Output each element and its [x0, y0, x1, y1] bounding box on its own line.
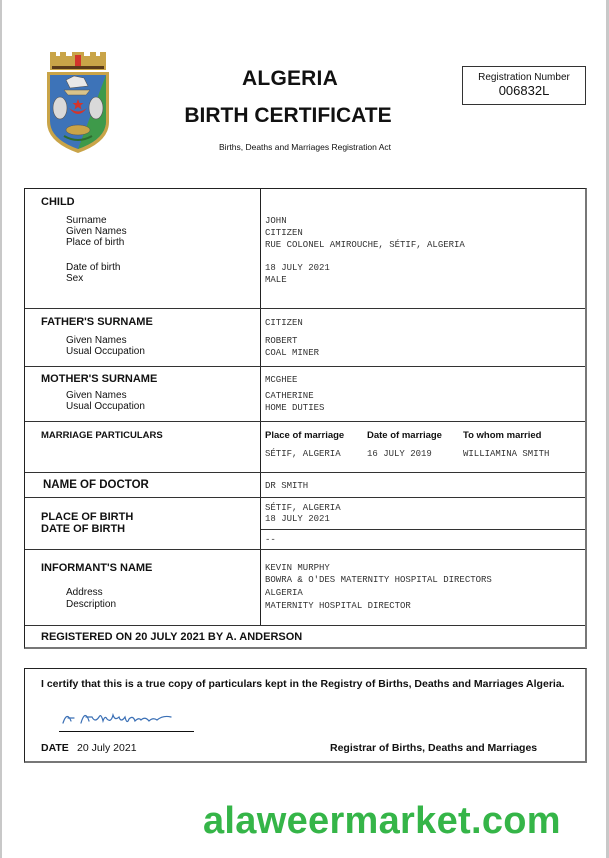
informant-address-line2: ALGERIA [265, 588, 303, 598]
place-of-birth-section [25, 498, 585, 550]
mother-given-names-value: CATHERINE [265, 391, 314, 401]
date-of-birth-value: 18 JULY 2021 [265, 514, 330, 524]
document-title: BIRTH CERTIFICATE [184, 104, 392, 127]
informant-description-value: MATERNITY HOSPITAL DIRECTOR [265, 601, 411, 611]
marriage-spouse-value: WILLIAMINA SMITH [463, 449, 550, 459]
father-section [25, 309, 585, 367]
signature-line [59, 731, 194, 732]
father-occupation-value: COAL MINER [265, 348, 320, 358]
registration-number-label: Registration Number [478, 72, 570, 83]
child-section [25, 189, 585, 309]
registrar-title: Registrar of Births, Deaths and Marriages [330, 742, 538, 754]
registration-number: 006832L [498, 83, 550, 98]
mother-section [25, 367, 585, 422]
informant-name-value: KEVIN MURPHY [265, 563, 330, 573]
father-given-names-label: Given Names [66, 335, 127, 346]
child-surname-value: JOHN [265, 216, 287, 226]
child-dob-value: 18 JULY 2021 [265, 263, 330, 273]
coat-of-arms-icon [44, 52, 112, 154]
informant-address-line1: BOWRA & O'DES MATERNITY HOSPITAL DIRECTORS [265, 575, 492, 585]
informant-address-label: Address [66, 587, 103, 598]
registered-statement: REGISTERED ON 20 JULY 2021 BY A. ANDERSON [41, 631, 303, 643]
certification-date-label: DATE [41, 742, 69, 754]
father-occupation-label: Usual Occupation [66, 346, 145, 357]
mother-given-names-label: Given Names [66, 390, 127, 401]
watermark-text: alaweermarket.com [203, 800, 561, 842]
certification-date-value: 20 July 2021 [77, 742, 137, 754]
doctor-value: DR SMITH [265, 481, 309, 491]
informant-section [25, 550, 585, 626]
marriage-date-header: Date of marriage [367, 430, 442, 441]
registration-act: Births, Deaths and Marriages Registration Act [219, 142, 391, 152]
informant-description-label: Description [66, 599, 117, 610]
doctor-heading: NAME OF DOCTOR [43, 479, 149, 491]
date-of-birth-heading: DATE OF BIRTH [41, 523, 126, 535]
country-title: ALGERIA [242, 67, 338, 90]
child-given-names-label: Given Names [66, 226, 127, 237]
marriage-place-header: Place of marriage [265, 430, 345, 441]
informant-heading: INFORMANT'S NAME [41, 562, 153, 574]
registered-section [25, 626, 585, 648]
father-given-names-value: ROBERT [265, 336, 298, 346]
marriage-heading: MARRIAGE PARTICULARS [41, 430, 163, 441]
marriage-section [25, 422, 585, 473]
child-place-label: Place of birth [66, 237, 125, 248]
certification-box [24, 668, 587, 763]
place-of-birth-value: SÉTIF, ALGERIA [265, 503, 341, 513]
mother-heading: MOTHER'S SURNAME [41, 373, 158, 385]
mother-occupation-label: Usual Occupation [66, 401, 145, 412]
place-of-birth-extra: -- [265, 535, 276, 545]
father-surname-value: CITIZEN [265, 318, 303, 328]
inner-divider [261, 529, 585, 530]
child-heading: CHILD [41, 196, 75, 208]
child-surname-label: Surname [66, 215, 107, 226]
child-sex-value: MALE [265, 275, 287, 285]
certification-text: I certify that this is a true copy of particulars kept in the Registry of Births, Deaths and Marriages Algeria. [41, 678, 565, 690]
child-sex-label: Sex [66, 273, 84, 284]
certificate-table [24, 188, 587, 649]
marriage-place-value: SÉTIF, ALGERIA [265, 449, 341, 459]
signature-icon [59, 705, 179, 729]
child-place-value: RUE COLONEL AMIROUCHE, SÉTIF, ALGERIA [265, 240, 465, 250]
registration-number-box [462, 66, 586, 105]
marriage-date-value: 16 JULY 2019 [367, 449, 432, 459]
page-border-left [0, 0, 2, 858]
marriage-spouse-header: To whom married [463, 430, 542, 441]
mother-surname-value: MCGHEE [265, 375, 298, 385]
mother-occupation-value: HOME DUTIES [265, 403, 325, 413]
child-given-names-value: CITIZEN [265, 228, 303, 238]
father-heading: FATHER'S SURNAME [41, 316, 153, 328]
child-dob-label: Date of birth [66, 262, 121, 273]
place-of-birth-heading: PLACE OF BIRTH [41, 511, 134, 523]
doctor-section [25, 473, 585, 498]
